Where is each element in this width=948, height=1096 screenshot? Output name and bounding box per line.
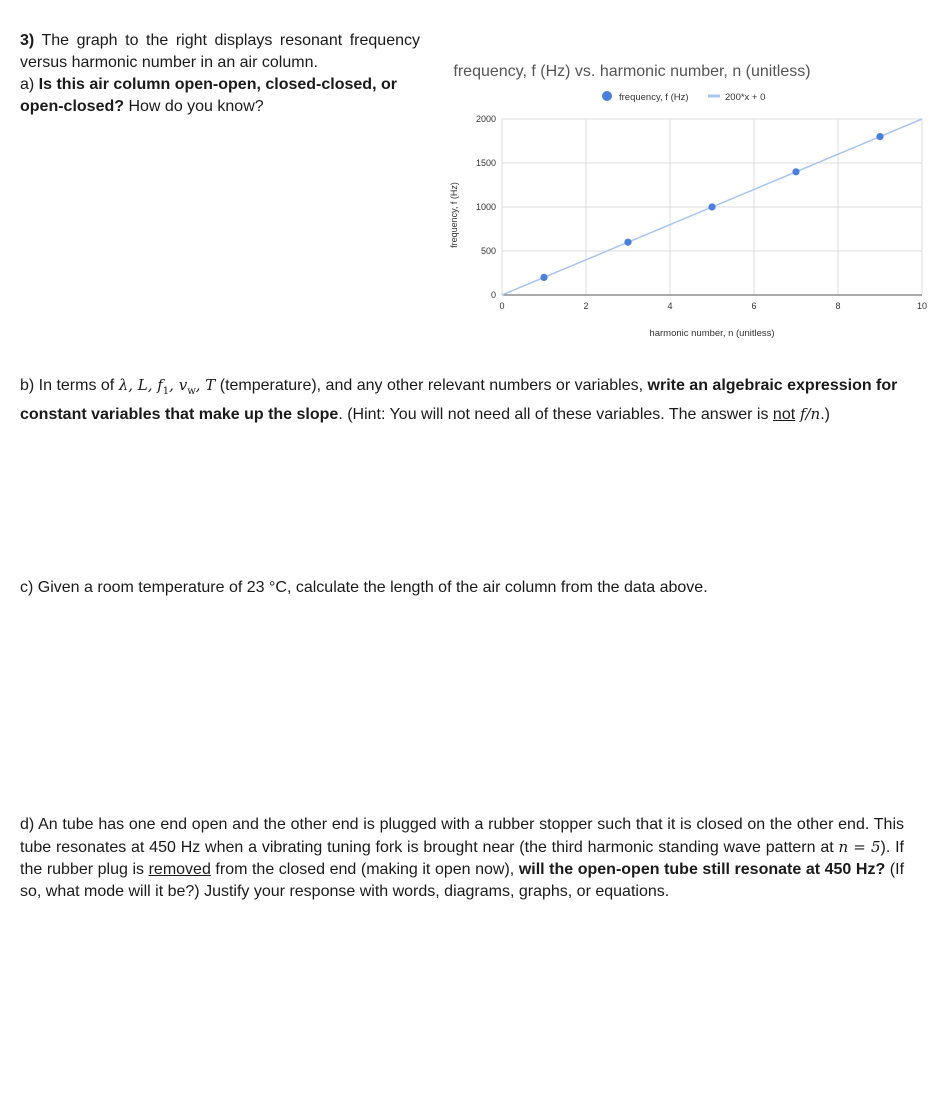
y-axis-label: frequency, f (Hz) (449, 182, 459, 248)
part-b-sub-1: 1 (162, 386, 170, 397)
question-3-block (20, 30, 420, 118)
data-point (624, 239, 631, 246)
question-3-intro (20, 30, 420, 74)
part-b-vars-1: λ, L, f (118, 376, 163, 394)
part-b-not: not (772, 406, 796, 423)
chart-legend (602, 91, 765, 103)
frequency-vs-harmonic-chart (440, 55, 940, 355)
part-b (20, 374, 910, 426)
x-tick-label: 4 (667, 301, 673, 311)
y-axis-ticks (476, 114, 496, 300)
part-d-removed: removed (148, 861, 211, 878)
part-a-bold: Is this air column open-open, closed-closed, or open-closed? (20, 76, 397, 115)
data-point (540, 274, 547, 281)
x-tick-label: 6 (751, 301, 757, 311)
part-b-sub-w: w (187, 386, 196, 397)
x-axis-label: harmonic number, n (unitless) (649, 328, 775, 339)
question-number: 3) (20, 32, 35, 49)
question-3-intro-text: The graph to the right displays resonant frequency versus harmonic number in an air column. (20, 32, 420, 71)
part-d-p1: d) An tube has one end open and the other end is plugged with a rubber stopper such that it is closed on the other end. This tube resonates at 450 Hz when a vibrating tuning fork is brought near (the third harmonic standing wave pattern at (20, 816, 904, 856)
data-point (792, 168, 799, 175)
y-tick-label: 1000 (475, 202, 496, 212)
part-c-text: c) Given a room temperature of 23 °C, calculate the length of the air column from the data above. (20, 579, 708, 596)
part-a-label: a) (20, 76, 39, 93)
part-d-p2: ). If the rubber plug is (20, 839, 905, 878)
part-d (20, 814, 904, 903)
part-b-comma-2: , T (195, 376, 216, 394)
part-b-hint-math: f/n (795, 405, 821, 423)
part-b-mid: (temperature), and any other relevant numbers or variables, (215, 377, 648, 394)
part-b-lead: b) In terms of (20, 377, 119, 394)
part-a-rest: How do you know? (124, 98, 264, 115)
chart-title: frequency, f (Hz) vs. harmonic number, n (unitless) (453, 63, 811, 80)
x-tick-label: 0 (499, 301, 505, 311)
y-tick-label: 0 (490, 290, 496, 300)
part-d-math: n = 5 (838, 838, 881, 856)
part-d-p4: (If so, what mode will it be?) Justify your response with words, diagrams, graphs, or equations. (20, 861, 905, 900)
x-tick-label: 2 (583, 301, 589, 311)
legend-label-frequency: frequency, f (Hz) (619, 92, 689, 103)
y-tick-label: 1500 (475, 158, 496, 168)
x-tick-label: 8 (835, 301, 841, 311)
data-point (876, 133, 883, 140)
part-d-bold: will the open-open tube still resonate at 450 Hz? (518, 861, 886, 878)
part-d-p3: from the closed end (making it open now), (210, 861, 519, 878)
data-point (708, 203, 715, 210)
legend-label-trendline: 200*x + 0 (725, 92, 766, 103)
x-axis-ticks (499, 301, 927, 311)
x-tick-label: 10 (916, 301, 928, 311)
legend-marker-frequency (602, 91, 612, 101)
part-b-hint-end: .) (820, 406, 830, 423)
part-c (20, 576, 910, 599)
part-b-hint: . (Hint: You will not need all of these variables. The answer is (338, 406, 773, 423)
y-tick-label: 500 (480, 246, 496, 256)
part-b-bold: write an algebraic expression for constant variables that make up the slope (20, 377, 898, 423)
part-a (20, 74, 420, 118)
part-b-comma-1: , v (169, 376, 188, 394)
y-tick-label: 2000 (475, 114, 496, 124)
